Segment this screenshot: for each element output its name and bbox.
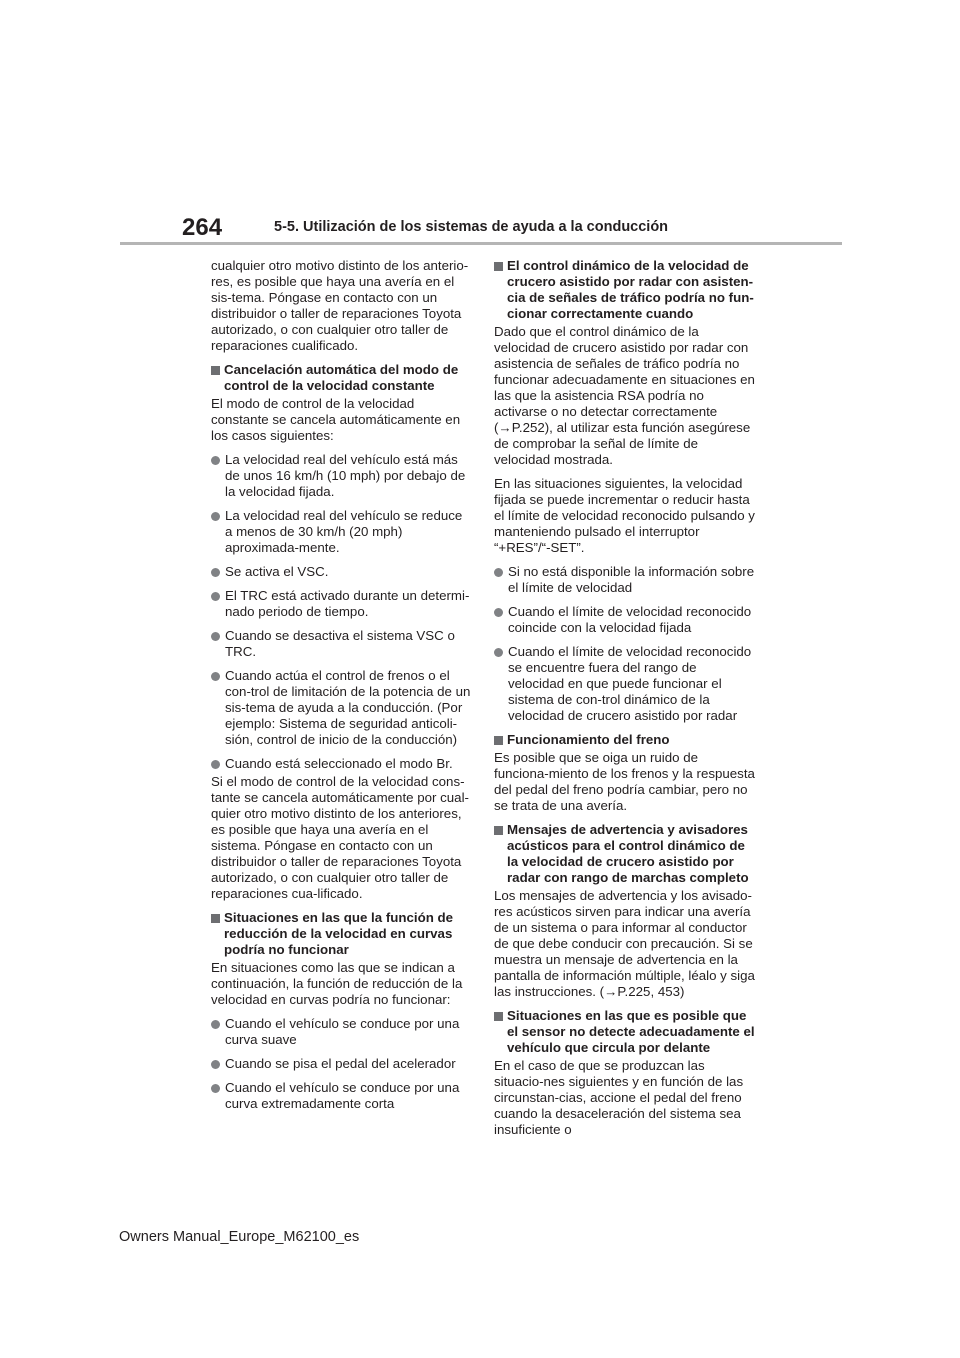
list-item-text: Cuando se desactiva el sistema VSC o TRC. (225, 628, 455, 659)
list-item-text: Cuando actúa el control de frenos o el con-trol de limitación de la potencia de un sis-tema de ayuda a la conducción. (Por ejemplo: Sistema de seguridad anticoli-sión, control de inicio de la conducción) (225, 668, 471, 747)
paragraph: Es posible que se oiga un ruido de funciona-miento de los frenos y la respuesta del pedal del freno podría cambiar, pero no se trata de una avería. (494, 750, 755, 813)
heading-text: Funcionamiento del freno (507, 732, 670, 747)
circle-bullet-icon (211, 512, 220, 521)
circle-bullet-icon (211, 592, 220, 601)
list-item-text: Si no está disponible la información sobre el límite de velocidad (508, 564, 755, 595)
list-item (211, 564, 473, 580)
square-bullet-icon (494, 262, 503, 271)
heading-text: Situaciones en las que es posible que el sensor no detecte adecuadamente el vehículo que circula por delante (507, 1008, 755, 1055)
section-title: 5-5. Utilización de los sistemas de ayuda a la conducción (274, 219, 669, 235)
list-item (211, 1056, 473, 1072)
list-item-text: Cuando el vehículo se conduce por una curva suave (225, 1016, 460, 1047)
list-item-text: El TRC está activado durante un determi-nado periodo de tiempo. (225, 588, 470, 619)
heading-text: Mensajes de advertencia y avisadores acústicos para el control dinámico de la velocidad de crucero asistido por radar con rango de marchas completo (507, 822, 749, 885)
list-item (494, 564, 756, 596)
paragraph: Si el modo de control de la velocidad cons-tante se cancela automáticamente por cual-quier otro motivo distinto de los anteriores, es posible que haya una avería en el sistema. Póngase en contacto con un distribuidor o taller de reparaciones Toyota autorizado, o con cualquier otro taller de reparaciones cua-lificado. (211, 774, 469, 901)
subsection-heading (494, 258, 756, 322)
paragraph: En situaciones como las que se indican a continuación, la función de reducción de la velocidad en curvas podría no funcionar: (211, 960, 463, 1007)
square-bullet-icon (494, 826, 503, 835)
list-item (494, 604, 756, 636)
circle-bullet-icon (211, 456, 220, 465)
circle-bullet-icon (211, 568, 220, 577)
circle-bullet-icon (211, 1084, 220, 1093)
subsection-heading (494, 822, 756, 886)
subsection-heading (211, 910, 473, 958)
paragraph: Dado que el control dinámico de la velocidad de crucero asistido por radar con asistencia de señales de tráfico podría no funcionar adecuadamente en situaciones en las que la asistencia RSA podría no activarse o no detectar correctamente (→P.252), al utilizar esta función asegúrese de comprobar la señal de límite de velocidad mostrada. (494, 324, 755, 467)
subsection-heading (211, 362, 473, 394)
list-item-text: Cuando el límite de velocidad reconocido se encuentre fuera del rango de velocidad en que puede funcionar el sistema de con-trol dinámico de la velocidad de crucero asistido por radar (508, 644, 752, 723)
page-number: 264 (182, 214, 223, 241)
paragraph: En el caso de que se produzcan las situacio-nes siguientes y en función de las circunstan-cias, accione el pedal del freno cuando la desaceleración del sistema sea insuficiente o (494, 1058, 744, 1137)
circle-bullet-icon (211, 632, 220, 641)
header-divider (120, 242, 842, 245)
list-item-text: Cuando está seleccionado el modo Br. (225, 756, 453, 771)
square-bullet-icon (494, 1012, 503, 1021)
circle-bullet-icon (211, 672, 220, 681)
subsection-heading (494, 732, 756, 748)
paragraph: En las situaciones siguientes, la velocidad fijada se puede incrementar o reducir hasta el límite de velocidad reconocido pulsando y manteniendo pulsado el interruptor “+RES”/“-SET”. (494, 476, 755, 555)
list-item-text: Cuando el vehículo se conduce por una curva extremadamente corta (225, 1080, 460, 1111)
footer-document-id: Owners Manual_Europe_M62100_es (119, 1229, 360, 1245)
square-bullet-icon (494, 736, 503, 745)
paragraph: El modo de control de la velocidad constante se cancela automáticamente en los casos siguientes: (211, 396, 461, 443)
heading-text: Cancelación automática del modo de control de la velocidad constante (224, 362, 459, 393)
list-item-text: Cuando se pisa el pedal del acelerador (225, 1056, 456, 1071)
circle-bullet-icon (211, 760, 220, 769)
circle-bullet-icon (494, 568, 503, 577)
list-item (211, 588, 473, 620)
list-item (211, 452, 473, 500)
circle-bullet-icon (494, 608, 503, 617)
list-item (211, 668, 473, 748)
list-item (211, 1016, 473, 1048)
subsection-heading (494, 1008, 756, 1056)
heading-text: Situaciones en las que la función de reducción de la velocidad en curvas podría no funcionar (224, 910, 454, 957)
list-item-text: Se activa el VSC. (225, 564, 329, 579)
list-item (211, 1080, 473, 1112)
square-bullet-icon (211, 914, 220, 923)
paragraph: Los mensajes de advertencia y los avisado-res acústicos sirven para indicar una avería de un sistema o para informar al conductor de que debe conducir con precaución. Si se muestra un mensaje de advertencia en la pantalla de información múltiple, léalo y siga las instrucciones. (→P.225, 453) (494, 888, 755, 999)
list-item-text: La velocidad real del vehículo se reduce a menos de 30 km/h (20 mph) aproximada-mente. (225, 508, 463, 555)
list-item (211, 508, 473, 556)
list-item-text: La velocidad real del vehículo está más de unos 16 km/h (10 mph) por debajo de la velocidad fijada. (225, 452, 466, 499)
list-item (211, 628, 473, 660)
right-column (494, 258, 756, 1146)
paragraph: cualquier otro motivo distinto de los anterio-res, es posible que haya una avería en el sis-tema. Póngase en contacto con un distribuidor o taller de reparaciones Toyota autorizado, o con cualquier otro taller de reparaciones cualificado. (211, 258, 469, 353)
square-bullet-icon (211, 366, 220, 375)
list-item (211, 756, 473, 772)
left-column (211, 258, 473, 1120)
circle-bullet-icon (211, 1020, 220, 1029)
heading-text: El control dinámico de la velocidad de crucero asistido por radar con asisten-cia de señales de tráfico podría no fun-cionar correctamente cuando (507, 258, 754, 321)
list-item (494, 644, 756, 724)
circle-bullet-icon (494, 648, 503, 657)
list-item-text: Cuando el límite de velocidad reconocido coincide con la velocidad fijada (508, 604, 752, 635)
circle-bullet-icon (211, 1060, 220, 1069)
